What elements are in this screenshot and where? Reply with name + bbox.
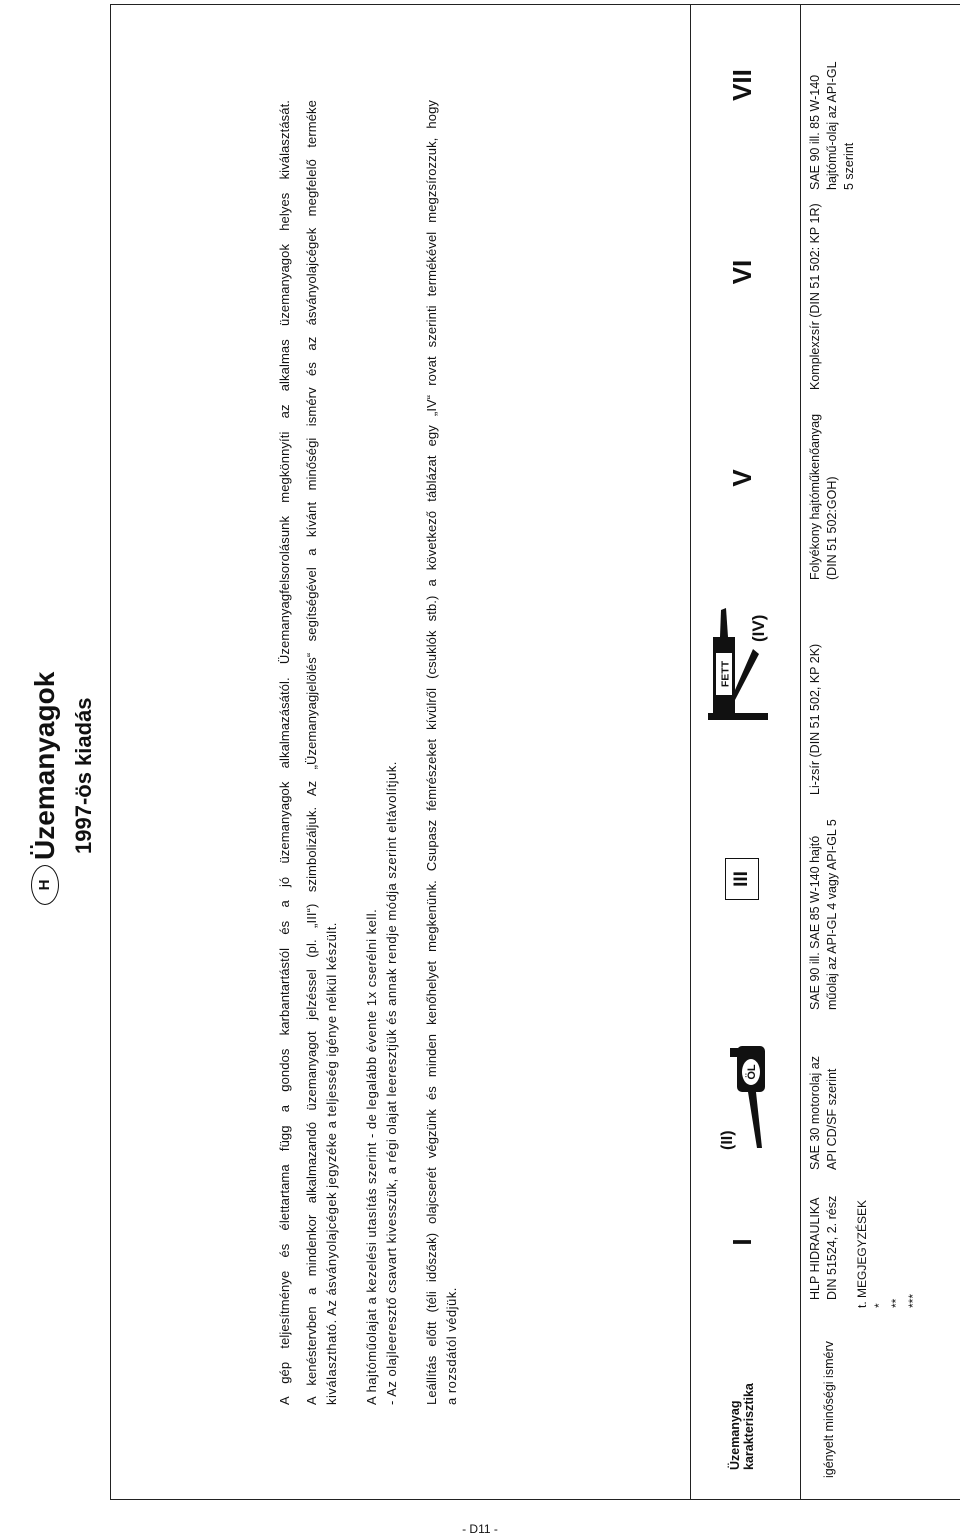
cell-line: SAE 90 ill. SAE 85 W-140 hajtó: [808, 835, 822, 1010]
cell-line: Folyékony hajtóműkenőanyag: [808, 413, 822, 580]
page-title: Üzemanyagok: [29, 671, 60, 860]
table-cell-iv: [807, 644, 824, 795]
cell-line: 5 szerint: [842, 142, 856, 190]
table-header-label: [728, 1383, 756, 1470]
column-header-ii: (II): [719, 1130, 736, 1150]
note-marker: ***: [906, 1293, 920, 1308]
cell-line: hajtómű-olaj az API-GL: [825, 61, 839, 190]
cell-line: Li-zsír (DIN 51 502, KP 2K): [808, 643, 822, 795]
table-cell-v: [807, 414, 841, 580]
column-header-vi: VI: [727, 259, 757, 285]
table-cell-vii: [807, 61, 858, 190]
table-cell-ii: [807, 1056, 841, 1170]
paragraph-line: a rozsdától védjük.: [444, 1287, 459, 1405]
cell-line: HLP HIDRAULIKA: [808, 1197, 822, 1300]
paragraph-intro: [275, 100, 295, 1405]
note-marker: *: [872, 1303, 886, 1308]
paragraph-line: A kenéstervben a mindenkor alkalmazandó üzemanyagot jelzéssel (pl. „III“) szimbolizáljuk. Az „Üzemanyagjelölés“ segítségével a kívánt minőségi ismérv és az ásványolajcégek megfelelő terméke: [304, 100, 319, 1405]
paragraph-storage: [422, 100, 462, 1405]
paragraph-lubrication-plan: [302, 100, 342, 1405]
oil-can-icon: [712, 1042, 768, 1152]
table-header-label-line: Üzemanyag: [728, 1400, 742, 1470]
cell-line: műolaj az API-GL 4 vagy API-GL 5: [825, 819, 839, 1010]
table-cell-i: [807, 1196, 841, 1300]
row-label-quality: igényelt minőségi ismérv: [822, 1341, 836, 1478]
paragraph-line: A hajtóműolajat a kezelési utasítás szerint - de legalább évente 1x cserélni kell.: [364, 908, 379, 1405]
paragraph-gear-oil: [362, 100, 402, 1405]
column-header-v: V: [727, 469, 757, 487]
table-header-rule: [800, 4, 801, 1500]
cell-line: SAE 30 motorolaj az: [808, 1056, 822, 1170]
paragraph-line: Leállítás előtt (téli időszak) olajcserét végzünk és minden kenőhelyet megkenünk. Csupasz fémrészeket kívülről (csuklók stb.) a következő táblázat egy „IV“ rovat szerinti termékével megzsírozzuk, hogy: [424, 100, 439, 1405]
table-cell-vi: [807, 203, 824, 390]
column-header-iii: III: [725, 858, 759, 900]
cell-line: Komplexzsír (DIN 51 502: KP 1R): [808, 203, 822, 390]
language-badge-label: H: [36, 879, 53, 891]
notes-block: [854, 1200, 922, 1308]
table-header-label-line: karakterisztika: [742, 1383, 756, 1470]
cell-line: DIN 51524, 2. rész: [825, 1195, 839, 1300]
page-subtitle: 1997-ös kiadás: [71, 697, 96, 854]
grease-gun-label: FETT: [719, 660, 732, 688]
table-cell-iii: [807, 819, 841, 1010]
notes-title: t. MEGJEGYZÉSEK: [855, 1199, 869, 1308]
page-number: - D11 -: [462, 1522, 498, 1536]
column-header-iv: (IV): [749, 614, 768, 642]
cell-line: (DIN 51 502:GOH): [825, 476, 839, 580]
oil-can-label: ÖL: [746, 1064, 758, 1080]
column-header-i: I: [727, 1238, 757, 1246]
cell-line: SAE 90 ill. 85 W-140: [808, 74, 822, 190]
cell-line: API CD/SF szerint: [825, 1068, 839, 1170]
paragraph-line: A gép teljesítménye és élettartama függ a gondos karbantartástól és a jó üzemanyagok alkalmazásától. Üzemanyagfelsorolásunk megkönnyíti az alkalmas üzemanyagok helyes kiválasztását.: [277, 100, 292, 1405]
language-badge: [31, 865, 59, 905]
paragraph-line: - Az olajleeresztő csavart kivesszük, a régi olajat leeresztjük és annak rendje módja szerint eltávolítjuk.: [384, 761, 399, 1405]
note-marker: **: [889, 1298, 903, 1308]
paragraph-line: kiválasztható. Az ásványolajcégek jegyzéke a teljesség igénye nélkül készült.: [324, 922, 339, 1405]
column-header-vii: VII: [727, 69, 757, 101]
grease-gun-icon: [704, 597, 772, 722]
table-top-rule: [690, 4, 691, 1500]
